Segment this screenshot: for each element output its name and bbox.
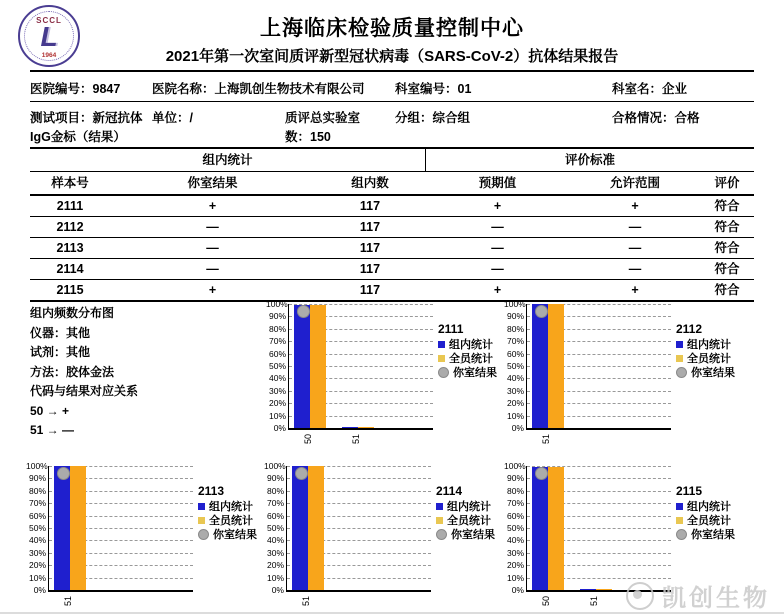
- y-axis-label: 50%: [28, 523, 46, 533]
- y-axis-label: 20%: [268, 398, 286, 409]
- legend-item: [198, 528, 257, 542]
- table-cell: +: [208, 283, 217, 297]
- chart-2113: [26, 462, 268, 615]
- dist-line-method: 方法：胶体金法: [30, 364, 115, 379]
- info-divider-1: [30, 101, 754, 102]
- y-axis-label: 70%: [266, 498, 284, 509]
- table-cell: 2114: [56, 262, 84, 276]
- legend-item: [676, 338, 735, 352]
- legend-marker: [436, 529, 447, 540]
- col-sample-no: 样本号: [51, 176, 89, 190]
- bar-全员统计: [596, 589, 612, 591]
- table-cell: +: [631, 283, 639, 297]
- legend-marker: [198, 517, 205, 524]
- table-cell: —: [628, 220, 642, 234]
- chart-legend: [676, 322, 735, 380]
- legend-item: [676, 528, 735, 542]
- unit-label: 单位：: [152, 111, 190, 125]
- legend-marker: [438, 355, 445, 362]
- table-cell: 117: [359, 241, 381, 255]
- table-cell: 符合: [714, 283, 740, 297]
- chart-legend-title: 2114: [436, 484, 463, 498]
- y-axis-label: 70%: [506, 498, 524, 509]
- y-axis-label: 100%: [504, 461, 526, 471]
- test-item: [30, 109, 155, 147]
- table-group-header-row: [30, 149, 754, 172]
- chart-legend-title: 2112: [676, 322, 703, 336]
- dist-line-title: 组内频数分布图: [30, 306, 115, 320]
- y-axis-label: 0%: [511, 423, 524, 433]
- legend-label: 你室结果: [451, 529, 495, 541]
- y-axis-label: 80%: [506, 485, 524, 496]
- y-axis-label: 30%: [268, 385, 286, 396]
- y-axis-label: 80%: [28, 485, 46, 496]
- legend-item: [198, 500, 257, 514]
- legend-label: 组内统计: [449, 339, 493, 351]
- table-cell: +: [493, 283, 502, 297]
- table-cell: 符合: [714, 262, 740, 276]
- dept-no-value: 01: [457, 82, 472, 96]
- legend-item: [198, 514, 257, 528]
- sccl-logo-emblem: L: [40, 21, 58, 52]
- legend-marker: [676, 517, 683, 524]
- test-item-label: 测试项目：: [30, 111, 93, 125]
- legend-label: 你室结果: [213, 529, 257, 541]
- group: [395, 109, 470, 128]
- dept-no: [395, 80, 471, 99]
- legend-label: 组内统计: [447, 501, 491, 513]
- dist-line-instrument: 仪器：其他: [30, 325, 91, 340]
- chart-legend-title: 2111: [438, 322, 464, 336]
- table-cell: —: [491, 241, 504, 255]
- chart-legend: [438, 322, 497, 380]
- y-axis-label: 90%: [28, 473, 46, 484]
- legend-marker: [436, 517, 443, 524]
- table-cell: 117: [359, 283, 381, 297]
- table-row: [30, 238, 754, 259]
- y-axis-label: 30%: [28, 547, 46, 558]
- y-axis-label: 0%: [271, 585, 284, 595]
- bar-全员统计: [70, 466, 86, 590]
- bar-全员统计: [308, 466, 324, 590]
- bar-全员统计: [548, 304, 564, 428]
- test-item-value: 新冠抗体IgG金标（结果）: [30, 111, 143, 144]
- table-cell: 符合: [714, 199, 740, 213]
- table-cell: 117: [359, 220, 381, 234]
- y-axis-label: 60%: [266, 510, 284, 521]
- x-axis-label: 51: [541, 434, 551, 445]
- group-value: 综合组: [432, 111, 471, 125]
- bar-组内统计: [532, 467, 548, 590]
- legend-label: 全员统计: [687, 515, 731, 527]
- total-labs: [285, 109, 377, 147]
- qualified-value: 合格: [674, 111, 700, 125]
- table-cell: —: [628, 241, 642, 255]
- legend-marker: [676, 503, 683, 510]
- plot-area: [48, 466, 193, 607]
- y-axis-label: 100%: [264, 461, 286, 471]
- legend-item: [676, 500, 735, 514]
- legend-label: 你室结果: [691, 529, 735, 541]
- legend-item: [676, 366, 735, 380]
- y-axis-label: 20%: [28, 560, 46, 571]
- sccl-logo-acronym: SCCL: [36, 16, 62, 25]
- hospital-name-label: 医院名称：: [152, 82, 215, 96]
- table-row: [30, 217, 754, 238]
- bar-组内统计: [580, 589, 596, 591]
- chart-2114: [264, 462, 506, 615]
- y-axis-label: 40%: [506, 535, 524, 546]
- legend-marker: [438, 367, 449, 378]
- unit-value: /: [189, 111, 193, 125]
- y-axis-label: 60%: [28, 510, 46, 521]
- table-cell: —: [491, 262, 504, 276]
- group-label: 分组：: [395, 111, 433, 125]
- bar-组内统计: [294, 305, 310, 428]
- legend-item: [436, 514, 495, 528]
- watermark-text: 凯创生物: [662, 585, 770, 612]
- legend-item: [436, 528, 495, 542]
- dist-line-code-51: 51 → —: [30, 423, 75, 437]
- legend-item: [438, 338, 497, 352]
- y-axis-label: 40%: [268, 373, 286, 384]
- table-cell: 117: [359, 262, 381, 276]
- group-header-right: 评价标准: [425, 149, 754, 171]
- table-cell: +: [493, 199, 502, 213]
- table-cell: 符合: [714, 220, 740, 234]
- y-axis-label: 50%: [506, 523, 524, 533]
- chart-legend: [436, 484, 495, 542]
- legend-label: 组内统计: [209, 501, 253, 513]
- y-axis-label: 60%: [506, 348, 524, 359]
- x-axis-label: 51: [63, 596, 73, 607]
- chart-2111: [266, 300, 508, 455]
- y-axis-label: 90%: [266, 473, 284, 484]
- table-cell: +: [208, 199, 217, 213]
- legend-marker: [676, 355, 683, 362]
- x-axis-label: 50: [303, 434, 313, 445]
- table-cell: +: [631, 199, 639, 213]
- y-axis-label: 100%: [504, 299, 526, 309]
- table-column-header-row: [30, 172, 754, 196]
- y-axis-label: 10%: [266, 572, 284, 583]
- y-axis-label: 60%: [506, 510, 524, 521]
- legend-label: 组内统计: [687, 501, 731, 513]
- dept-name: [612, 80, 687, 99]
- y-axis-label: 0%: [273, 423, 286, 433]
- y-axis-label: 90%: [506, 473, 524, 484]
- legend-label: 你室结果: [691, 367, 735, 379]
- hospital-name: [152, 80, 365, 99]
- your-result-dot: [297, 305, 310, 318]
- report-title: 2021年第一次室间质评新型冠状病毒（SARS-CoV-2）抗体结果报告: [165, 48, 619, 65]
- table-cell: 2115: [56, 283, 84, 297]
- y-axis-label: 20%: [506, 398, 524, 409]
- table-cell: 2111: [56, 199, 84, 213]
- table-cell: 117: [359, 199, 381, 213]
- y-axis-label: 0%: [33, 585, 46, 595]
- table-cell: —: [206, 262, 219, 276]
- y-axis-label: 90%: [268, 311, 286, 322]
- y-axis-label: 40%: [506, 373, 524, 384]
- y-axis-label: 80%: [506, 323, 524, 334]
- plot-area: [288, 304, 433, 445]
- y-axis-label: 40%: [266, 535, 284, 546]
- hospital-name-value: 上海凯创生物技术有限公司: [214, 82, 365, 96]
- legend-label: 全员统计: [209, 515, 253, 527]
- col-allowed-range: 允许范围: [609, 176, 660, 190]
- watermark: [626, 578, 770, 613]
- table-row: [30, 259, 754, 280]
- qualified-status: [612, 109, 700, 128]
- chart-legend: [676, 484, 735, 542]
- col-evaluation: 评价: [714, 176, 740, 190]
- legend-label: 组内统计: [687, 339, 731, 351]
- result-table: [30, 149, 754, 302]
- y-axis-label: 80%: [266, 485, 284, 496]
- table-cell: —: [206, 241, 219, 255]
- plot-area: [286, 466, 431, 607]
- y-axis-label: 100%: [26, 461, 48, 471]
- bar-全员统计: [358, 427, 374, 429]
- dept-no-label: 科室编号：: [395, 82, 458, 96]
- dist-line-code-50: 50 → +: [30, 403, 70, 418]
- y-axis-label: 70%: [506, 336, 524, 347]
- legend-label: 你室结果: [453, 367, 497, 379]
- total-labs-label: 质评总实验室数: [285, 111, 361, 144]
- y-axis-label: 60%: [268, 348, 286, 359]
- dept-name-value: 企业: [662, 82, 688, 96]
- legend-item: [438, 352, 497, 366]
- y-axis-label: 50%: [266, 523, 284, 533]
- y-axis-label: 50%: [506, 361, 524, 371]
- dist-line-reagent: 试剂：其他: [30, 345, 91, 359]
- y-axis-label: 50%: [268, 361, 286, 371]
- legend-item: [676, 514, 735, 528]
- y-axis-label: 10%: [506, 410, 524, 421]
- table-cell: 2112: [56, 220, 84, 234]
- legend-marker: [438, 341, 445, 348]
- legend-marker: [676, 529, 687, 540]
- legend-label: 全员统计: [449, 353, 493, 365]
- bar-全员统计: [548, 467, 564, 590]
- qualified-label: 合格情况：: [612, 111, 675, 125]
- table-cell: 2113: [56, 241, 84, 255]
- x-axis-label: 51: [301, 596, 311, 607]
- col-expected: 预期值: [478, 176, 517, 190]
- legend-item: [676, 352, 735, 366]
- col-group-count: 组内数: [351, 176, 389, 190]
- distribution-info: [30, 304, 138, 441]
- chart-2112: [504, 300, 746, 455]
- hospital-no-value: 9847: [92, 82, 121, 96]
- legend-marker: [676, 341, 683, 348]
- x-axis-label: 51: [351, 434, 361, 445]
- table-cell: —: [206, 220, 219, 234]
- your-result-dot: [535, 305, 548, 318]
- chart-legend-title: 2113: [198, 484, 225, 498]
- y-axis-label: 70%: [28, 498, 46, 509]
- legend-marker: [198, 529, 209, 540]
- kaichuang-logo-icon: [626, 582, 654, 610]
- y-axis-label: 40%: [28, 535, 46, 546]
- legend-marker: [436, 503, 443, 510]
- unit: [152, 109, 193, 128]
- legend-item: [438, 366, 497, 380]
- table-row: [30, 280, 754, 302]
- legend-item: [436, 500, 495, 514]
- y-axis-label: 20%: [266, 560, 284, 571]
- y-axis-label: 80%: [268, 323, 286, 334]
- legend-label: 全员统计: [447, 515, 491, 527]
- group-header-left: 组内统计: [202, 153, 253, 167]
- table-cell: —: [491, 220, 504, 234]
- bar-组内统计: [532, 304, 548, 428]
- dist-line-code-map: 代码与结果对应关系: [30, 384, 139, 398]
- sccl-logo-year: 1964: [41, 52, 57, 59]
- dept-name-label: 科室名：: [612, 82, 663, 96]
- y-axis-label: 30%: [506, 385, 524, 396]
- header-divider: [30, 70, 754, 72]
- table-cell: —: [628, 262, 642, 276]
- y-axis-label: 30%: [506, 547, 524, 558]
- your-result-dot: [57, 467, 70, 480]
- x-axis-label: 51: [589, 596, 599, 607]
- hospital-no: [30, 80, 120, 99]
- table-body: [30, 196, 754, 302]
- bar-组内统计: [342, 427, 358, 429]
- y-axis-label: 90%: [506, 311, 524, 322]
- legend-label: 全员统计: [687, 353, 731, 365]
- y-axis-label: 10%: [268, 410, 286, 421]
- table-row: [30, 196, 754, 217]
- bar-组内统计: [292, 466, 308, 590]
- org-title: 上海临床检验质量控制中心: [260, 17, 524, 40]
- table-cell: 符合: [714, 241, 740, 255]
- your-result-dot: [535, 467, 548, 480]
- legend-marker: [676, 367, 687, 378]
- x-axis-label: 50: [541, 596, 551, 607]
- chart-legend-title: 2115: [676, 484, 703, 498]
- legend-marker: [198, 503, 205, 510]
- y-axis-label: 10%: [506, 572, 524, 583]
- hospital-no-label: 医院编号：: [30, 82, 93, 96]
- plot-area: [526, 466, 671, 607]
- y-axis-label: 30%: [266, 547, 284, 558]
- y-axis-label: 70%: [268, 336, 286, 347]
- plot-area: [526, 304, 671, 445]
- chart-legend: [198, 484, 257, 542]
- bar-组内统计: [54, 466, 70, 590]
- col-your-result: 你室结果: [187, 176, 238, 190]
- y-axis-label: 0%: [511, 585, 524, 595]
- total-labs-value: ：150: [297, 130, 331, 144]
- y-axis-label: 100%: [266, 299, 288, 309]
- y-axis-label: 20%: [506, 560, 524, 571]
- your-result-dot: [295, 467, 308, 480]
- bar-全员统计: [310, 305, 326, 428]
- y-axis-label: 10%: [28, 572, 46, 583]
